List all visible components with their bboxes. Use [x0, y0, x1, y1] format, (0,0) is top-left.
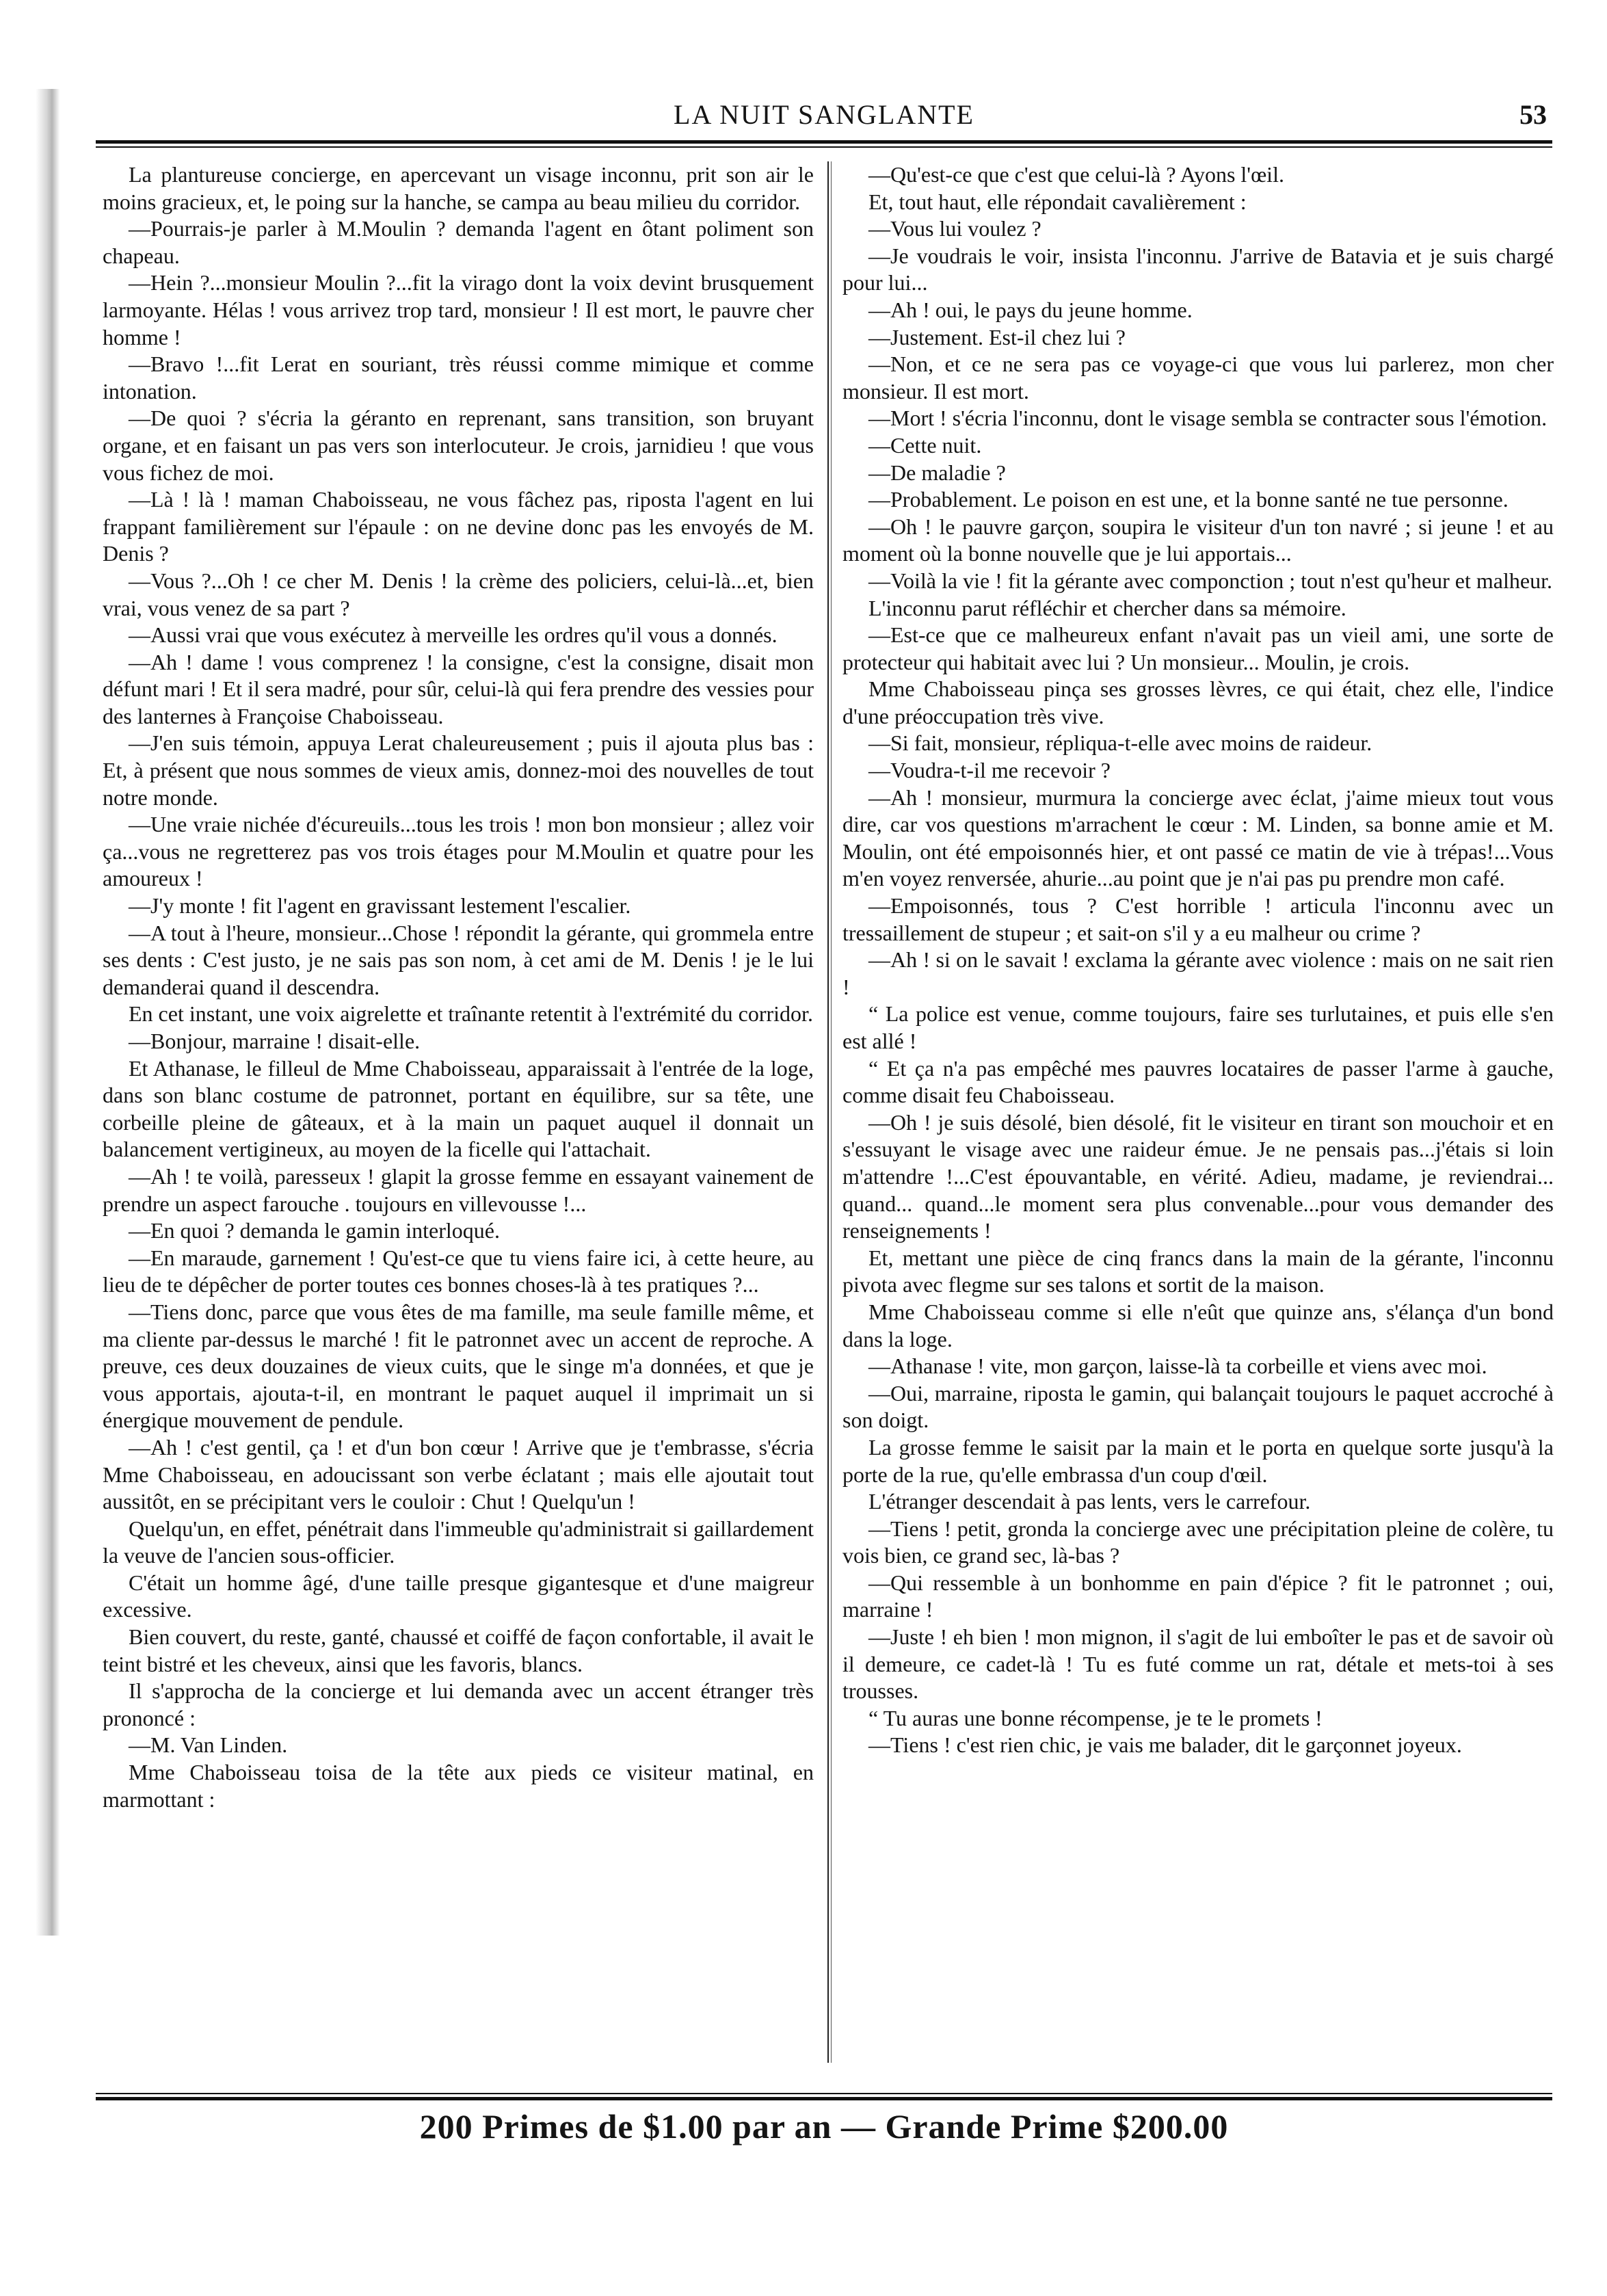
paragraph: Bien couvert, du reste, ganté, chaussé et coiffé de façon confortable, il avait le teint bistré et les cheveux, ainsi que les favoris, blancs.	[103, 1624, 814, 1676]
paragraph: —Cette nuit.	[868, 432, 982, 458]
paragraph: C'était un homme âgé, d'une taille presque gigantesque et d'une maigreur excessive.	[103, 1570, 814, 1622]
header-rule-thick	[96, 140, 1552, 144]
footer-rule-thick	[96, 2097, 1552, 2100]
paragraph: —Mort ! s'écria l'inconnu, dont le visage sembla se contracter sous l'émotion.	[868, 406, 1548, 431]
paragraph: L'inconnu parut réfléchir et chercher dans sa mémoire.	[868, 595, 1346, 620]
paragraph: —Aussi vrai que vous exécutez à merveille les ordres qu'il vous a donnés.	[129, 622, 778, 648]
paragraph: Mme Chaboisseau pinça ses grosses lèvres, ce qui était, chez elle, l'indice d'une préoccupation très vive.	[842, 676, 1554, 728]
paragraph: —Vous lui voulez ?	[868, 216, 1041, 241]
column-separator	[827, 161, 829, 2063]
paragraph: —De quoi ? s'écria la géranto en reprenant, sans transition, son bruyant organe, et en faisant un pas vers son interlocuteur. Je crois, jarnidieu ! que vous vous fichez de moi.	[103, 406, 814, 485]
paragraph: —Qui ressemble à un bonhomme en pain d'épice ? fit le patronnet ; oui, marraine !	[842, 1570, 1554, 1622]
paragraph: “ Tu auras une bonne récompense, je te le promets !	[868, 1705, 1323, 1730]
paragraph: Et, tout haut, elle répondait cavalièrement :	[868, 189, 1247, 214]
column-separator-inner	[831, 161, 832, 2063]
paragraph: —Là ! là ! maman Chaboisseau, ne vous fâchez pas, riposta l'agent en lui frappant familièrement sur l'épaule : on ne devine donc pas les envoyés de M. Denis ?	[103, 487, 814, 566]
paragraph: —M. Van Linden.	[129, 1732, 288, 1758]
paragraph: —Oh ! je suis désolé, bien désolé, fit le visiteur en tirant son mouchoir et en s'essuyant le visage avec une raideur émue. Je ne pensais pas...j'étais si loin m'attendre !...C'est épouvantable, en vérité. Adieu, madame, je reviendrai... quand... quand...le moment sera plus convenable...pour vous demander des renseignements !	[842, 1109, 1554, 1243]
left-column	[103, 161, 814, 2227]
paragraph: —Pourrais-je parler à M.Moulin ? demanda l'agent en ôtant poliment son chapeau.	[103, 216, 814, 268]
paragraph: En cet instant, une voix aigrelette et traînante retentit à l'extrémité du corridor.	[129, 1001, 813, 1027]
paragraph: Et Athanase, le filleul de Mme Chaboisseau, apparaissait à l'entrée de la loge, dans son blanc costume de patronnet, portant en équilibre, sur sa tête, une corbeille pleine de gâteaux, et à la main un paquet auquel il donnait un balancement vertigineux, au moyen de la ficelle qui l'attachait.	[103, 1055, 814, 1162]
paragraph: —A tout à l'heure, monsieur...Chose ! répondit la gérante, qui grommela entre ses dents : C'est justo, je ne sais pas son nom, à cet ami de M. Denis ! je le lui demanderai quand il descendra.	[103, 920, 814, 999]
paragraph: —Oh ! le pauvre garçon, soupira le visiteur d'un ton navré ; si jeune ! et au moment où la bonne nouvelle que je lui apportais...	[842, 514, 1554, 566]
paragraph: —De maladie ?	[868, 460, 1006, 485]
paragraph: —Athanase ! vite, mon garçon, laisse-là ta corbeille et viens avec moi.	[868, 1354, 1487, 1379]
paragraph: Il s'approcha de la concierge et lui demanda avec un accent étranger très prononcé :	[103, 1678, 814, 1730]
paragraph: —Qu'est-ce que c'est que celui-là ? Ayons l'œil.	[868, 162, 1284, 187]
paragraph: L'étranger descendait à pas lents, vers le carrefour.	[868, 1489, 1311, 1514]
paragraph: —Bonjour, marraine ! disait-elle.	[129, 1029, 421, 1053]
scan-binding-edge	[0, 89, 65, 1936]
paragraph: La plantureuse concierge, en apercevant un visage inconnu, prit son air le moins gracieux, et, le poing sur la hanche, se campa au beau milieu du corridor.	[103, 162, 814, 214]
paragraph: —Ah ! oui, le pays du jeune homme.	[868, 297, 1193, 322]
paragraph: —Juste ! eh bien ! mon mignon, il s'agit de lui emboîter le pas et de savoir où il demeure, ce cadet-là ! Tu es futé comme un rat, détale et mets-toi à ses trousses.	[842, 1624, 1554, 1704]
paragraph: —Voudra-t-il me recevoir ?	[868, 758, 1111, 783]
paragraph: —Si fait, monsieur, répliqua-t-elle avec moins de raideur.	[868, 730, 1372, 756]
paragraph: —Voilà la vie ! fit la gérante avec componction ; tout n'est qu'heur et malheur.	[868, 568, 1552, 593]
footer-rule-thin	[96, 2093, 1552, 2094]
paragraph: —Tiens donc, parce que vous êtes de ma famille, ma seule famille même, et ma cliente par-dessus le marché ! fit le patronnet avec un accent de reproche. A preuve, ces deux douzaines de vieux cuits, que le singe m'a données, et que je vous apportais, ajouta-t-il, en montrant le paquet auquel il imprimait un si énergique mouvement de pendule.	[103, 1299, 814, 1433]
paragraph: —Ah ! te voilà, paresseux ! glapit la grosse femme en essayant vainement de prendre un aspect farouche . toujours en villevousse !...	[103, 1163, 814, 1216]
right-column	[842, 161, 1554, 2227]
footer-banner: 200 Primes de $1.00 par an — Grande Prime $200.00	[419, 2107, 1229, 2146]
paragraph: —Tiens ! petit, gronda la concierge avec une précipitation pleine de colère, tu vois bien, ce grand sec, là-bas ?	[842, 1516, 1554, 1568]
paragraph: —Oui, marraine, riposta le gamin, qui balançait toujours le paquet accroché à son doigt.	[842, 1380, 1554, 1433]
paragraph: —Ah ! monsieur, murmura la concierge avec éclat, j'aime mieux tout vous dire, car vos questions m'arrachent le cœur : M. Linden, sa bonne amie et M. Moulin, ont été empoisonnés hier, et ont passé ce matin de vie à trépas!...Vous m'en voyez renversée, ahurie...au point que je n'ai pas pu prendre mon café.	[842, 784, 1554, 891]
paragraph: —En maraude, garnement ! Qu'est-ce que tu viens faire ici, à cette heure, au lieu de te dépêcher de porter toutes ces bonnes choses-là à tes pratiques ?...	[103, 1245, 814, 1297]
paragraph: —Est-ce que ce malheureux enfant n'avait pas un vieil ami, une sorte de protecteur qui habitait avec lui ? Un monsieur... Moulin, je crois.	[842, 622, 1554, 674]
paragraph: —En quoi ? demanda le gamin interloqué.	[129, 1218, 500, 1243]
paragraph: —Ah ! si on le savait ! exclama la gérante avec violence : mais on ne sait rien !	[842, 947, 1554, 999]
paragraph: —Empoisonnés, tous ? C'est horrible ! articula l'inconnu avec un tressaillement de stupeur ; et sait-on s'il y a eu malheur ou crime ?	[842, 893, 1554, 945]
paragraph: “ La police est venue, comme toujours, faire ses turlutaines, et puis elle s'en est allé !	[842, 1001, 1554, 1053]
running-title: LA NUIT SANGLANTE	[674, 99, 974, 130]
paragraph: Mme Chaboisseau toisa de la tête aux pieds ce visiteur matinal, en marmottant :	[103, 1760, 814, 1812]
paragraph: —Probablement. Le poison en est une, et la bonne santé ne tue personne.	[868, 487, 1509, 512]
paragraph: —Tiens ! c'est rien chic, je vais me balader, dit le garçonnet joyeux.	[868, 1732, 1462, 1758]
paragraph: —Bravo !...fit Lerat en souriant, très réussi comme mimique et comme intonation.	[103, 352, 814, 404]
paragraph: —Je voudrais le voir, insista l'inconnu. J'arrive de Batavia et je suis chargé pour lui...	[842, 243, 1554, 295]
paragraph: Et, mettant une pièce de cinq francs dans la main de la gérante, l'inconnu pivota avec flegme sur ses talons et sortit de la maison.	[842, 1245, 1554, 1297]
paragraph: —J'y monte ! fit l'agent en gravissant lestement l'escalier.	[129, 893, 631, 919]
paragraph: Quelqu'un, en effet, pénétrait dans l'immeuble qu'administrait si gaillardement la veuve de l'ancien sous-officier.	[103, 1516, 814, 1568]
paragraph: La grosse femme le saisit par la main et le porta en quelque sorte jusqu'à la porte de la rue, qu'elle embrassa d'un coup d'œil.	[842, 1434, 1554, 1487]
header-rule-thin	[96, 146, 1552, 148]
paragraph: —Non, et ce ne sera pas ce voyage-ci que vous lui parlerez, mon cher monsieur. Il est mort.	[842, 352, 1554, 404]
paragraph: —Ah ! c'est gentil, ça ! et d'un bon cœur ! Arrive que je t'embrasse, s'écria Mme Chaboisseau, en adoucissant son verbe éclatant ; mais elle ajoutait tout aussitôt, en se précipitant vers le couloir : Chut ! Quelqu'un !	[103, 1434, 814, 1514]
paragraph: “ Et ça n'a pas empêché mes pauvres locataires de passer l'arme à gauche, comme disait feu Chaboisseau.	[842, 1055, 1554, 1108]
paragraph: —Justement. Est-il chez lui ?	[868, 324, 1126, 349]
paragraph: —Ah ! dame ! vous comprenez ! la consigne, c'est la consigne, disait mon défunt mari ! Et il sera madré, pour sûr, celui-là qui fera prendre des vessies pour des lanternes à Françoise Chaboisseau.	[103, 649, 814, 728]
page-header	[96, 96, 1552, 137]
paragraph: Mme Chaboisseau comme si elle n'eût que quinze ans, s'élança d'un bond dans la loge.	[842, 1299, 1554, 1351]
paragraph: —J'en suis témoin, appuya Lerat chaleureusement ; puis il ajouta plus bas : Et, à présent que nous sommes de vieux amis, donnez-moi des nouvelles de tout notre monde.	[103, 730, 814, 810]
page-number: 53	[1519, 99, 1547, 130]
paragraph: —Vous ?...Oh ! ce cher M. Denis ! la crème des policiers, celui-là...et, bien vrai, vous venez de sa part ?	[103, 568, 814, 620]
paragraph: —Hein ?...monsieur Moulin ?...fit la virago dont la voix devint brusquement larmoyante. Hélas ! vous arrivez trop tard, monsieur ! Il est mort, le pauvre cher homme !	[103, 270, 814, 349]
paragraph: —Une vraie nichée d'écureuils...tous les trois ! mon bon monsieur ; allez voir ça...vous ne regretterez pas vos trois étages pour M.Moulin et quatre pour les amoureux !	[103, 812, 814, 891]
